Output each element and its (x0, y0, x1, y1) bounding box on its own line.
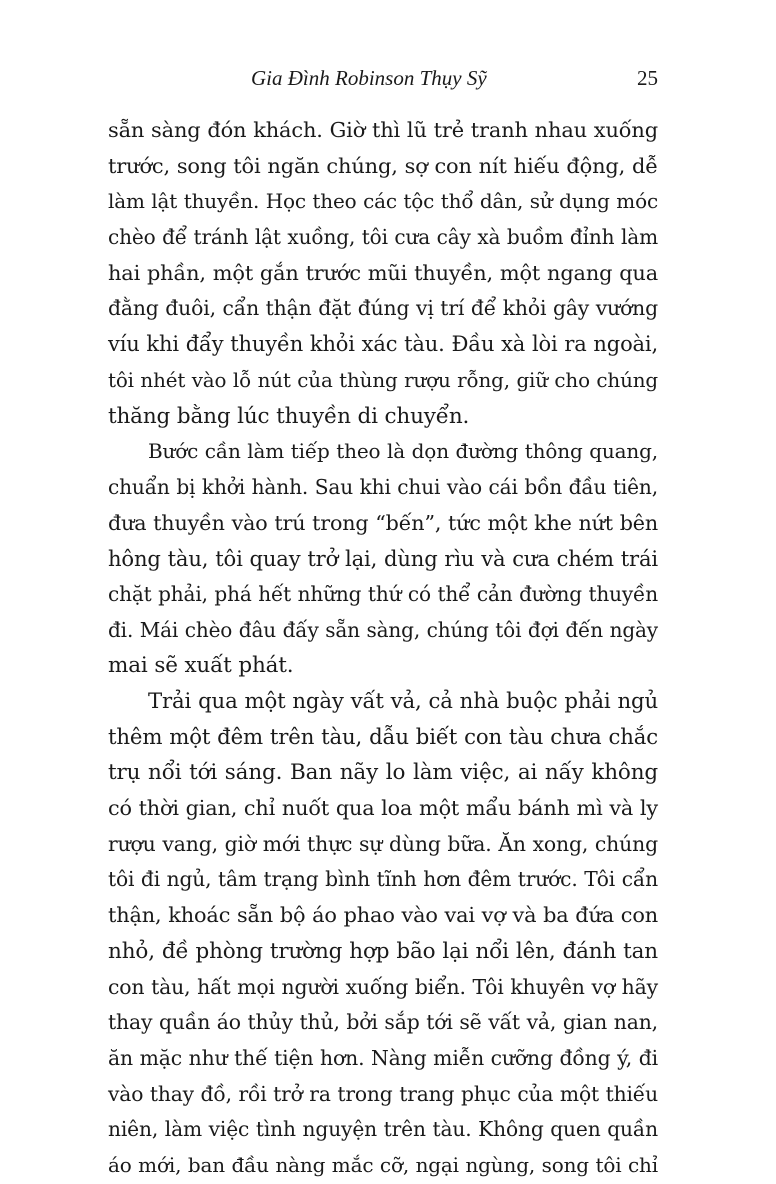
text-line: con tàu, hất mọi người xuống biển. Tôi khuyên vợ hãy (108, 974, 658, 999)
body-text (108, 113, 658, 1184)
text-line: tôi nhét vào lỗ nút của thùng rượu rỗng, giữ cho chúng (108, 368, 658, 392)
text-line: áo mới, ban đầu nàng mắc cỡ, ngại ngùng, song tôi chỉ (108, 1152, 658, 1177)
text-line: thận, khoác sẵn bộ áo phao vào vai vợ và ba đứa con (108, 903, 658, 928)
text-line: thêm một đêm trên tàu, dẫu biết con tàu chưa chắc (108, 724, 658, 750)
text-line: niên, làm việc tình nguyện trên tàu. Không quen quần (108, 1117, 658, 1142)
paragraph-end-line: mai sẽ xuất phát. (108, 653, 294, 679)
text-line: làm lật thuyền. Học theo các tộc thổ dân, sử dụng móc (108, 189, 658, 214)
paragraph-end-line: thăng bằng lúc thuyền di chuyển. (108, 403, 470, 429)
text-line: đi. Mái chèo đâu đấy sẵn sàng, chúng tôi đợi đến ngày (108, 617, 658, 642)
text-line: thay quần áo thủy thủ, bởi sắp tới sẽ vất vả, gian nan, (108, 1010, 658, 1035)
text-line: vào thay đồ, rồi trở ra trong trang phục của một thiếu (108, 1081, 658, 1106)
text-line: víu khi đẩy thuyền khỏi xác tàu. Đầu xà lòi ra ngoài, (108, 332, 658, 357)
text-line: ăn mặc như thế tiện hơn. Nàng miễn cưỡng đồng ý, đi (108, 1045, 658, 1070)
text-line: đưa thuyền vào trú trong “bến”, tức một khe nứt bên (108, 510, 658, 535)
page-number: 25 (637, 66, 658, 90)
text-line: hai phần, một gắn trước mũi thuyền, một ngang qua (108, 260, 658, 285)
running-title: Gia Đình Robinson Thụy Sỹ (251, 66, 487, 90)
text-line: nhỏ, đề phòng trường hợp bão lại nổi lên, đánh tan (108, 938, 658, 964)
text-line: trụ nổi tới sáng. Ban nãy lo làm việc, ai nấy không (108, 760, 658, 786)
text-line: đằng đuôi, cẩn thận đặt đúng vị trí để khỏi gây vướng (108, 296, 658, 321)
paragraph-first-line: Trải qua một ngày vất vả, cả nhà buộc phải ngủ (148, 689, 658, 714)
text-line: tôi đi ngủ, tâm trạng bình tĩnh hơn đêm trước. Tôi cẩn (108, 867, 658, 892)
running-header (108, 66, 658, 96)
text-line: trước, song tôi ngăn chúng, sợ con nít hiếu động, dễ (108, 153, 658, 178)
text-line: chặt phải, phá hết những thứ có thể cản đường thuyền (108, 581, 658, 606)
paragraph-first-line: Bước cần làm tiếp theo là dọn đường thông quang, (148, 439, 658, 464)
text-line: sẵn sàng đón khách. Giờ thì lũ trẻ tranh nhau xuống (108, 118, 658, 142)
text-line: rượu vang, giờ mới thực sự dùng bữa. Ăn xong, chúng (108, 831, 658, 856)
text-line: chèo để tránh lật xuồng, tôi cưa cây xà buồm đỉnh làm (108, 225, 658, 250)
text-line: hông tàu, tôi quay trở lại, dùng rìu và cưa chém trái (108, 546, 658, 572)
text-line: chuẩn bị khởi hành. Sau khi chui vào cái bồn đầu tiên, (108, 474, 658, 499)
text-line: có thời gian, chỉ nuốt qua loa một mẩu bánh mì và ly (108, 796, 658, 821)
